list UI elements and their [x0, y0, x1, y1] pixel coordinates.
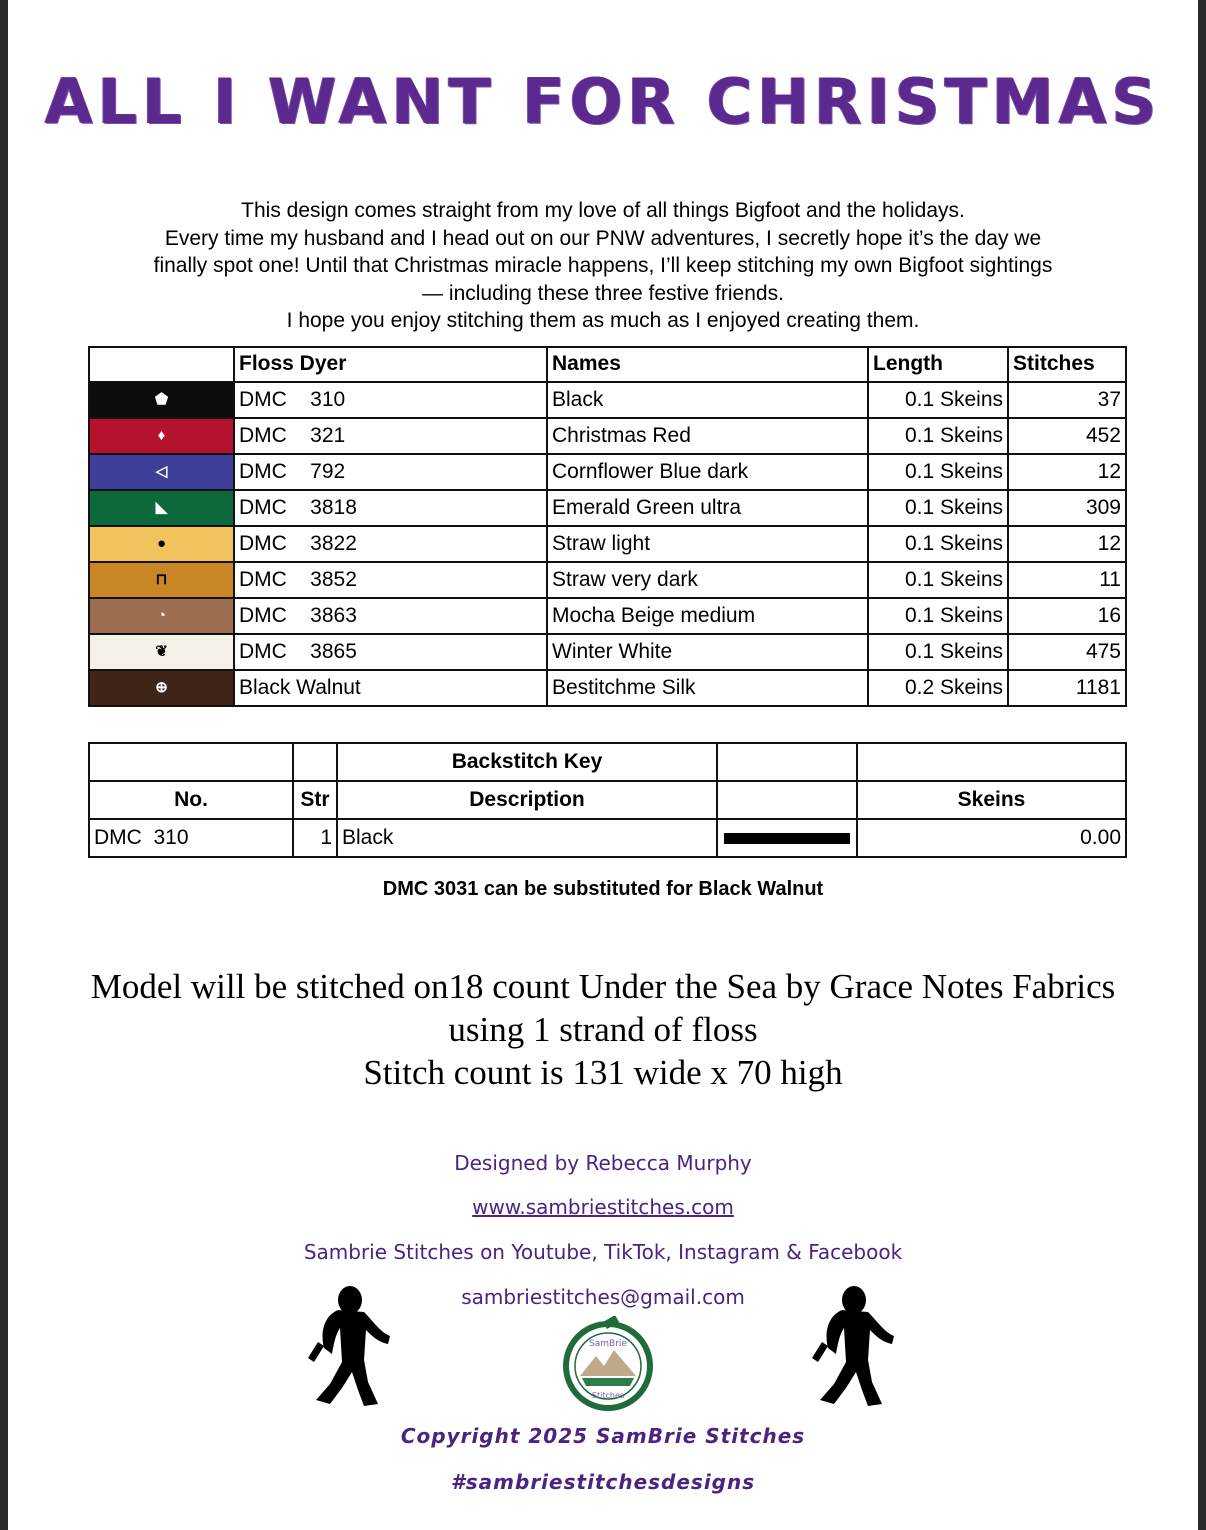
- floss-dyer-cell: DMC 3863: [234, 598, 547, 634]
- floss-dyer-cell: DMC 3865: [234, 634, 547, 670]
- substitution-note: DMC 3031 can be substituted for Black Walnut: [382, 878, 824, 900]
- backstitch-str: 1: [293, 819, 337, 857]
- floss-length-cell: 0.1 Skeins: [868, 454, 1008, 490]
- copyright-text: Copyright 2025 SamBrie Stitches: [400, 1424, 806, 1448]
- names-header: Names: [547, 347, 868, 382]
- floss-length-cell: 0.1 Skeins: [868, 418, 1008, 454]
- intro-line: This design comes straight from my love of all things Bigfoot and the holidays.: [241, 199, 965, 222]
- backstitch-no: DMC 310: [89, 819, 293, 857]
- floss-length-cell: 0.1 Skeins: [868, 490, 1008, 526]
- floss-length-cell: 0.1 Skeins: [868, 634, 1008, 670]
- floss-dyer-cell: DMC 321: [234, 418, 547, 454]
- floss-dyer-cell: DMC 792: [234, 454, 547, 490]
- floss-row: [89, 418, 1126, 454]
- floss-stitches-cell: 12: [1008, 454, 1126, 490]
- color-swatch: [89, 634, 234, 670]
- model-line: Model will be stitched on18 count Under the Sea by Grace Notes Fabrics: [90, 967, 1116, 1006]
- floss-name-cell: Straw light: [547, 526, 868, 562]
- stitches-header: Stitches: [1008, 347, 1126, 382]
- symbol-icon: ♦: [90, 419, 233, 453]
- floss-stitches-cell: 16: [1008, 598, 1126, 634]
- intro-paragraph: [60, 197, 1146, 335]
- symbol-icon: ⊕: [90, 671, 233, 705]
- floss-dyer-cell: DMC 3852: [234, 562, 547, 598]
- floss-row: [89, 382, 1126, 418]
- sambrie-logo: [560, 1316, 656, 1412]
- intro-line: — including these three festive friends.: [422, 281, 784, 305]
- website-link[interactable]: www.sambriestitches.com: [472, 1195, 734, 1219]
- floss-length-cell: 0.2 Skeins: [868, 670, 1008, 706]
- backstitch-description: Black: [337, 819, 717, 857]
- no-header: No.: [89, 781, 293, 819]
- description-header: Description: [337, 781, 717, 819]
- symbol-icon: ⊓: [90, 563, 233, 597]
- color-swatch: [89, 382, 234, 418]
- str-header: Str: [293, 781, 337, 819]
- bigfoot-left-icon: [294, 1282, 394, 1412]
- floss-header-row: [89, 347, 1126, 382]
- color-swatch: [89, 670, 234, 706]
- floss-stitches-cell: 309: [1008, 490, 1126, 526]
- backstitch-title-row: [89, 743, 1126, 781]
- length-header: Length: [868, 347, 1008, 382]
- email-link[interactable]: sambriestitches@gmail.com: [461, 1285, 745, 1309]
- color-swatch: [89, 490, 234, 526]
- floss-name-cell: Mocha Beige medium: [547, 598, 868, 634]
- floss-row: [89, 670, 1126, 706]
- floss-row: [89, 634, 1126, 670]
- symbol-header: [89, 347, 234, 382]
- symbol-icon: ❦: [90, 635, 233, 669]
- model-line: Stitch count is 131 wide x 70 high: [363, 1053, 843, 1092]
- floss-stitches-cell: 11: [1008, 562, 1126, 598]
- floss-dyer-header: Floss Dyer: [234, 347, 547, 382]
- floss-length-cell: 0.1 Skeins: [868, 526, 1008, 562]
- floss-dyer-cell: DMC 310: [234, 382, 547, 418]
- designer-credit: Designed by Rebecca Murphy: [454, 1151, 752, 1175]
- symbol-icon: ◁: [90, 455, 233, 489]
- floss-dyer-cell: DMC 3818: [234, 490, 547, 526]
- floss-name-cell: Bestitchme Silk: [547, 670, 868, 706]
- color-swatch: [89, 418, 234, 454]
- logo-text-top: SamBrie: [589, 1339, 627, 1349]
- page-title: ALL I WANT FOR CHRISTMAS: [44, 65, 1162, 138]
- backstitch-skeins: 0.00: [857, 819, 1126, 857]
- color-swatch: [89, 562, 234, 598]
- floss-dyer-cell: Black Walnut: [234, 670, 547, 706]
- symbol-icon: ⬟: [90, 383, 233, 417]
- floss-row: [89, 526, 1126, 562]
- color-swatch: [89, 598, 234, 634]
- symbol-icon: ◣: [90, 491, 233, 525]
- floss-key-table: [88, 346, 1127, 707]
- floss-name-cell: Straw very dark: [547, 562, 868, 598]
- floss-row: [89, 454, 1126, 490]
- backstitch-line-sample: [724, 833, 850, 844]
- color-swatch: [89, 454, 234, 490]
- floss-stitches-cell: 37: [1008, 382, 1126, 418]
- floss-name-cell: Winter White: [547, 634, 868, 670]
- floss-name-cell: Black: [547, 382, 868, 418]
- floss-length-cell: 0.1 Skeins: [868, 382, 1008, 418]
- floss-row: [89, 562, 1126, 598]
- intro-line: I hope you enjoy stitching them as much as I enjoyed creating them.: [286, 309, 920, 332]
- floss-name-cell: Emerald Green ultra: [547, 490, 868, 526]
- skeins-header: Skeins: [857, 781, 1126, 819]
- floss-length-cell: 0.1 Skeins: [868, 562, 1008, 598]
- symbol-icon: ●: [90, 527, 233, 561]
- floss-dyer-cell: DMC 3822: [234, 526, 547, 562]
- model-line: using 1 strand of floss: [448, 1010, 758, 1049]
- floss-row: [89, 598, 1126, 634]
- floss-row: [89, 490, 1126, 526]
- social-text: Sambrie Stitches on Youtube, TikTok, Instagram & Facebook: [303, 1240, 903, 1264]
- backstitch-row: [89, 819, 1126, 857]
- floss-stitches-cell: 452: [1008, 418, 1126, 454]
- floss-name-cell: Cornflower Blue dark: [547, 454, 868, 490]
- floss-name-cell: Christmas Red: [547, 418, 868, 454]
- floss-length-cell: 0.1 Skeins: [868, 598, 1008, 634]
- hashtag-text: #sambriestitchesdesigns: [450, 1470, 756, 1494]
- intro-line: finally spot one! Until that Christmas miracle happens, I’ll keep stitching my own Bigfoot sightings: [153, 254, 1053, 277]
- floss-stitches-cell: 12: [1008, 526, 1126, 562]
- model-info: [30, 965, 1176, 1094]
- floss-stitches-cell: 475: [1008, 634, 1126, 670]
- bigfoot-right-icon: [798, 1282, 898, 1412]
- intro-line: Every time my husband and I head out on our PNW adventures, I secretly hope it’s the day we: [164, 226, 1042, 250]
- backstitch-key-table: [88, 742, 1127, 858]
- backstitch-key-title: Backstitch Key: [337, 743, 717, 781]
- backstitch-header-row: [89, 781, 1126, 819]
- symbol-icon: ◔: [90, 599, 233, 633]
- floss-stitches-cell: 1181: [1008, 670, 1126, 706]
- logo-text-bottom: Stitches: [591, 1391, 625, 1400]
- color-swatch: [89, 526, 234, 562]
